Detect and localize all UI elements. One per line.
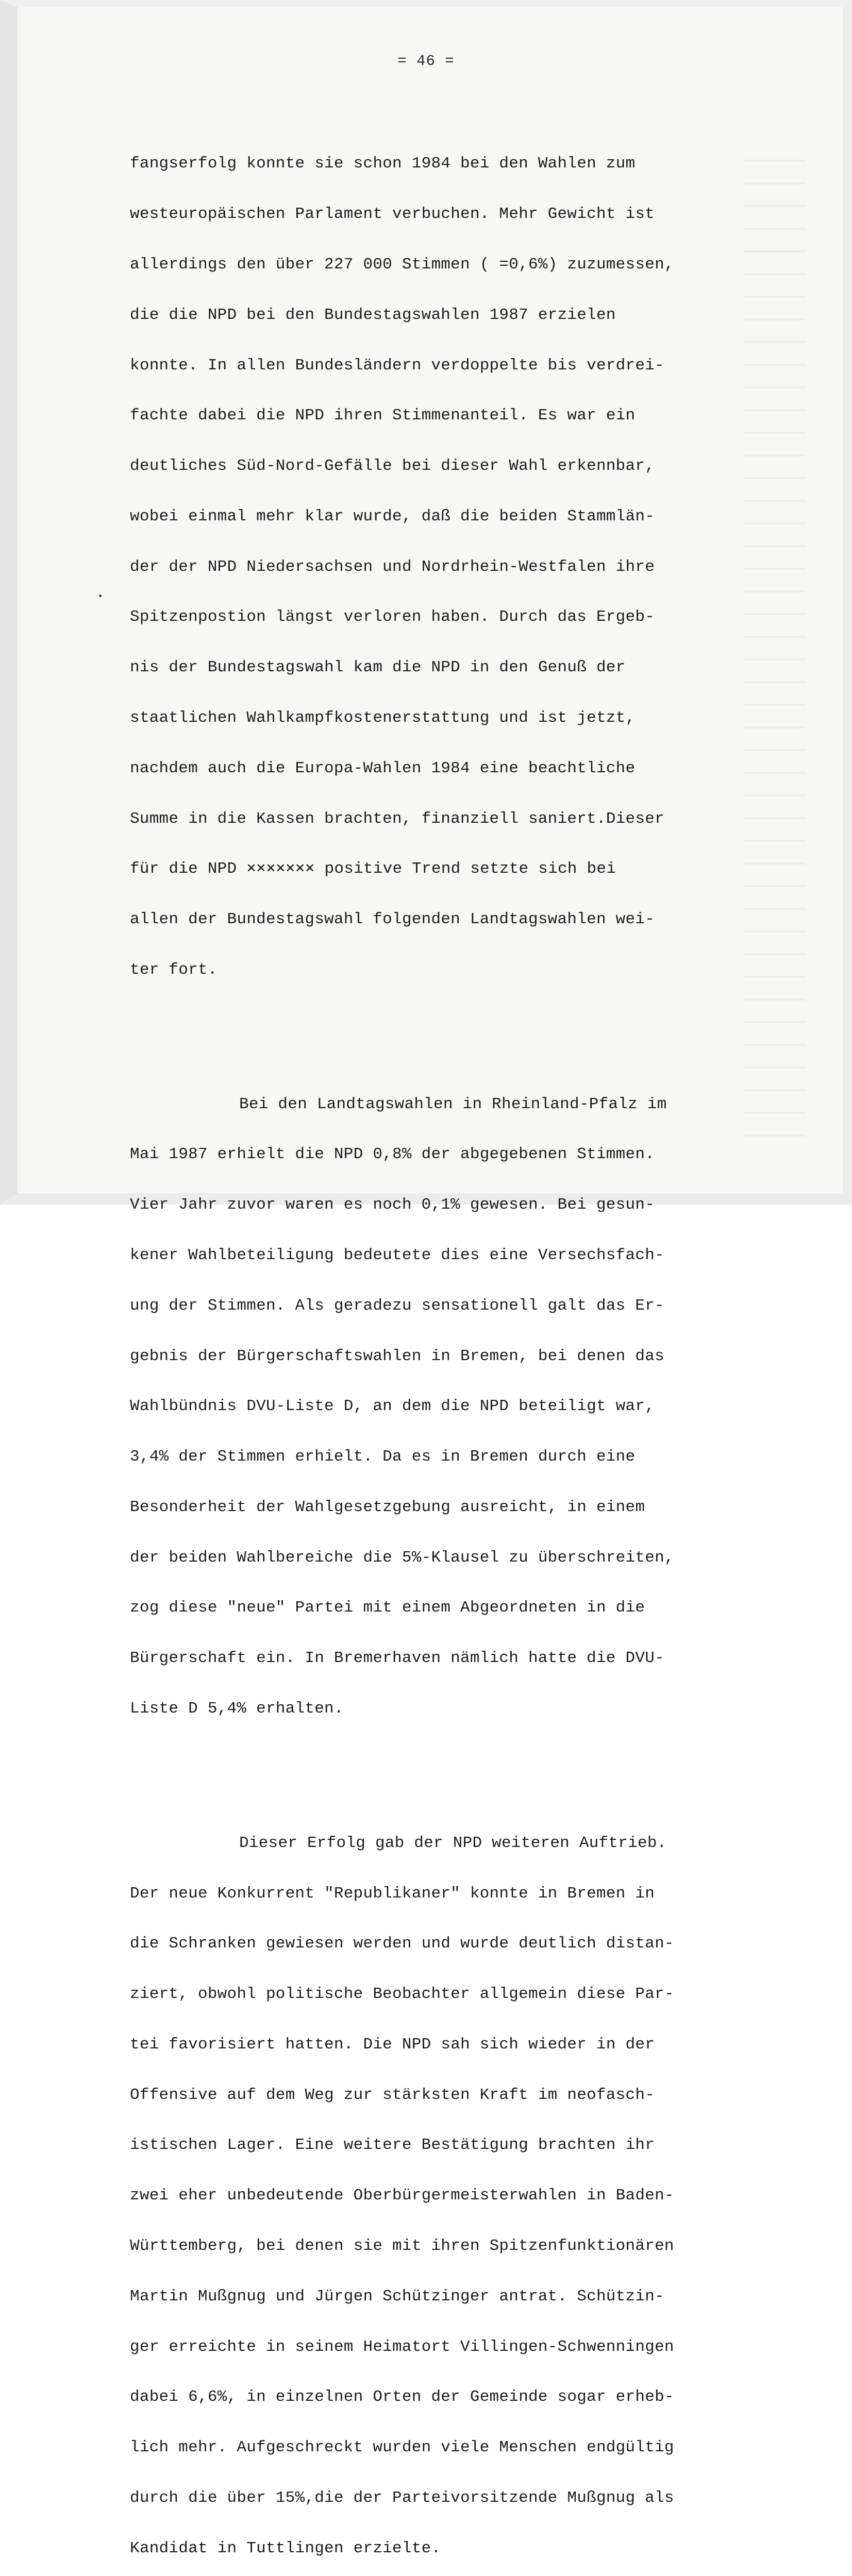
line: dabei 6,6%, in einzelnen Orten der Gemeinde sogar erheb- (130, 2388, 674, 2406)
line: deutliches Süd-Nord-Gefälle bei dieser Wahl erkennbar, (130, 457, 655, 476)
line: Besonderheit der Wahlgesetzgebung ausreicht, in einem (130, 1498, 645, 1516)
line: Wahlbündnis DVU-Liste D, an dem die NPD beteiligt war, (130, 1397, 655, 1416)
margin-mark (99, 595, 102, 597)
line: zwei eher unbedeutende Oberbürgermeisterwahlen in Baden- (130, 2187, 674, 2205)
line: Spitzenpostion längst verloren haben. Durch das Ergeb- (130, 608, 655, 626)
line: fangserfolg konnte sie schon 1984 bei den Wahlen zum (130, 155, 636, 173)
line: nis der Bundestagswahl kam die NPD in den Genuß der (130, 658, 626, 677)
paragraph-3 (130, 1802, 738, 2576)
line: westeuropäischen Parlament verbuchen. Mehr Gewicht ist (130, 205, 655, 224)
line: ger erreichte in seinem Heimatort Villingen-Schwenningen (130, 2337, 674, 2356)
line: Württemberg, bei denen sie mit ihren Spitzenfunktionären (130, 2237, 674, 2255)
line: nachdem auch die Europa-Wahlen 1984 eine beachtliche (130, 759, 636, 777)
line: die Schranken gewiesen werden und wurde deutlich distan- (130, 1935, 674, 1953)
typescript-body (130, 89, 738, 2576)
paragraph-2 (130, 1062, 738, 1751)
line: staatlichen Wahlkampfkostenerstattung und ist jetzt, (130, 708, 636, 727)
line: Summe in die Kassen brachten, finanziell saniert.Dieser (130, 809, 664, 828)
line: die die NPD bei den Bundestagswahlen 1987 erzielen (130, 306, 616, 324)
line: kener Wahlbeteiligung bedeutete dies eine Versechsfach- (130, 1246, 664, 1264)
line: Bürgerschaft ein. In Bremerhaven nämlich hatte die DVU- (130, 1649, 664, 1668)
line: wobei einmal mehr klar wurde, daß die beiden Stammlän- (130, 507, 655, 526)
line: allen der Bundestagswahl folgenden Landtagswahlen wei- (130, 910, 655, 929)
show-through-text (744, 139, 806, 1144)
line-text: Dieser Erfolg gab der NPD weiteren Auftrieb. (239, 1834, 667, 1852)
line: istischen Lager. Eine weitere Bestätigung brachten ihr (130, 2136, 655, 2155)
line: gebnis der Bürgerschaftswahlen in Bremen, bei denen das (130, 1347, 664, 1365)
line: ung der Stimmen. Als geradezu sensationell galt das Er- (130, 1296, 664, 1315)
line: Der neue Konkurrent "Republikaner" konnte in Bremen in (130, 1884, 655, 1903)
line: der der NPD Niedersachsen und Nordrhein-Westfalen ihre (130, 557, 655, 576)
line: lich mehr. Aufgeschreckt wurden viele Menschen endgültig (130, 2438, 674, 2457)
line (130, 1835, 738, 1852)
line (130, 1096, 738, 1113)
line-text: Bei den Landtagswahlen in Rheinland-Pfalz im (239, 1095, 667, 1113)
line: durch die über 15%,die der Parteivorsitzende Mußgnug als (130, 2488, 674, 2507)
line: konnte. In allen Bundesländern verdoppelte bis verdrei- (130, 356, 664, 375)
line: tei favorisiert hatten. Die NPD sah sich wieder in der (130, 2035, 655, 2054)
line: für die NPD ⨯⨯⨯⨯⨯⨯⨯ positive Trend setzte sich bei (130, 860, 616, 878)
line: der beiden Wahlbereiche die 5%-Klausel zu überschreiten, (130, 1548, 674, 1567)
line: Kandidat in Tuttlingen erzielte. (130, 2539, 441, 2557)
line: ziert, obwohl politische Beobachter allgemein diese Par- (130, 1985, 674, 2004)
line: fachte dabei die NPD ihren Stimmenanteil. Es war ein (130, 406, 636, 425)
line: zog diese "neue" Partei mit einem Abgeordneten in die (130, 1599, 645, 1617)
line: Martin Mußgnug und Jürgen Schützinger antrat. Schützin- (130, 2287, 664, 2306)
line: Mai 1987 erhielt die NPD 0,8% der abgegebenen Stimmen. (130, 1145, 655, 1164)
line: 3,4% der Stimmen erhielt. Da es in Bremen durch eine (130, 1448, 636, 1466)
line: Vier Jahr zuvor waren es noch 0,1% gewesen. Bei gesun- (130, 1196, 655, 1214)
line: Liste D 5,4% erhalten. (130, 1700, 344, 1718)
line: allerdings den über 227 000 Stimmen ( =0,6%) zuzumessen, (130, 255, 674, 274)
line: Offensive auf dem Weg zur stärksten Kraft im neofasch- (130, 2086, 655, 2104)
line: ter fort. (130, 960, 218, 979)
paragraph-1 (130, 122, 738, 1012)
page-number: = 46 = (397, 53, 455, 70)
